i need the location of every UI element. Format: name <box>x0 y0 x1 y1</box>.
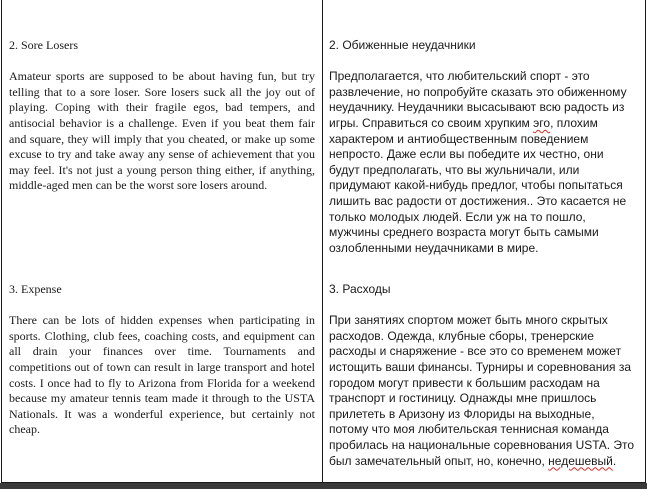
table-border-right <box>645 0 646 483</box>
ru-paragraph-sore-losers <box>329 69 635 256</box>
window-bottom-edge <box>0 483 647 489</box>
ru-text-part: Предполагается, что любительский спорт - это развлечение, но попробуйте сказать это обиженному неудачнику. Неудачники высасывают всю радость из игры. Справиться со своим хрупким <box>329 69 627 130</box>
spellcheck-flagged-word[interactable]: эго <box>533 115 551 130</box>
ru-heading-sore-losers: 2. Обиженные неудачники <box>329 38 476 52</box>
table-border-middle <box>322 0 323 483</box>
en-heading-expense: 3. Expense <box>9 282 62 296</box>
ru-paragraph-expense <box>329 313 635 469</box>
en-paragraph-sore-losers: Amateur sports are supposed to be about having fun, but try telling that to a sore loser. Sore losers suck all the joy out of playing. Coping with their fragile egos, bad tempers, and antisocial behavior is a challenge. Even if you beat them fair and square, they will imply that you cheated, or make up some excuse to try and take away any sense of achievement that you may feel. It's not just a young person thing either, if anything, middle-aged men can be the worst sore losers around. <box>9 69 315 193</box>
ru-text-part: . <box>612 453 617 468</box>
cell-en-sore-losers[interactable] <box>9 38 315 194</box>
cell-ru-expense[interactable] <box>329 282 635 469</box>
cell-ru-sore-losers[interactable] <box>329 38 635 256</box>
cell-en-expense[interactable] <box>9 282 315 438</box>
table-border-left <box>1 0 2 483</box>
spellcheck-flagged-word[interactable]: недешевый <box>548 453 613 468</box>
en-paragraph-expense: There can be lots of hidden expenses when participating in sports. Clothing, club fees, coaching costs, and equipment can all drain your finances over time. Tournaments and competitions out of town can result in large transport and hotel costs. I once had to fly to Arizona from Florida for a weekend because my amateur tennis team made it through to the USTA Nationals. It was a wonderful experience, but certainly not cheap. <box>9 313 315 437</box>
ru-heading-expense: 3. Расходы <box>329 282 391 296</box>
en-heading-sore-losers: 2. Sore Losers <box>9 38 78 52</box>
ru-text-part: При занятиях спортом может быть много скрытых расходов. Одежда, клубные сборы, тренерские расходы и снаряжение - все это со временем может истощить ваши финансы. Турниры и соревнования за городом могут привести к большим расходам на транспорт и гостиницу. Однажды мне пришлось прилететь в Аризону из Флориды на выходные, потому что моя любительская теннисная команда пробилась на национальные соревнования USTA. Это был замечательный опыт, но, конечно, <box>329 313 635 468</box>
ru-text-part: , плохим характером и антиобщественным поведением непросто. Даже если вы победите их честно, они будут предполагать, что вы жульничали, или придумают какой-нибудь предлог, чтобы попытаться лишить вас радости от достижения.. Это касается не только молодых людей. Если уж на то пошло, мужчины среднего возраста могут быть самыми озлобленными неудачниками в мире. <box>329 115 627 255</box>
